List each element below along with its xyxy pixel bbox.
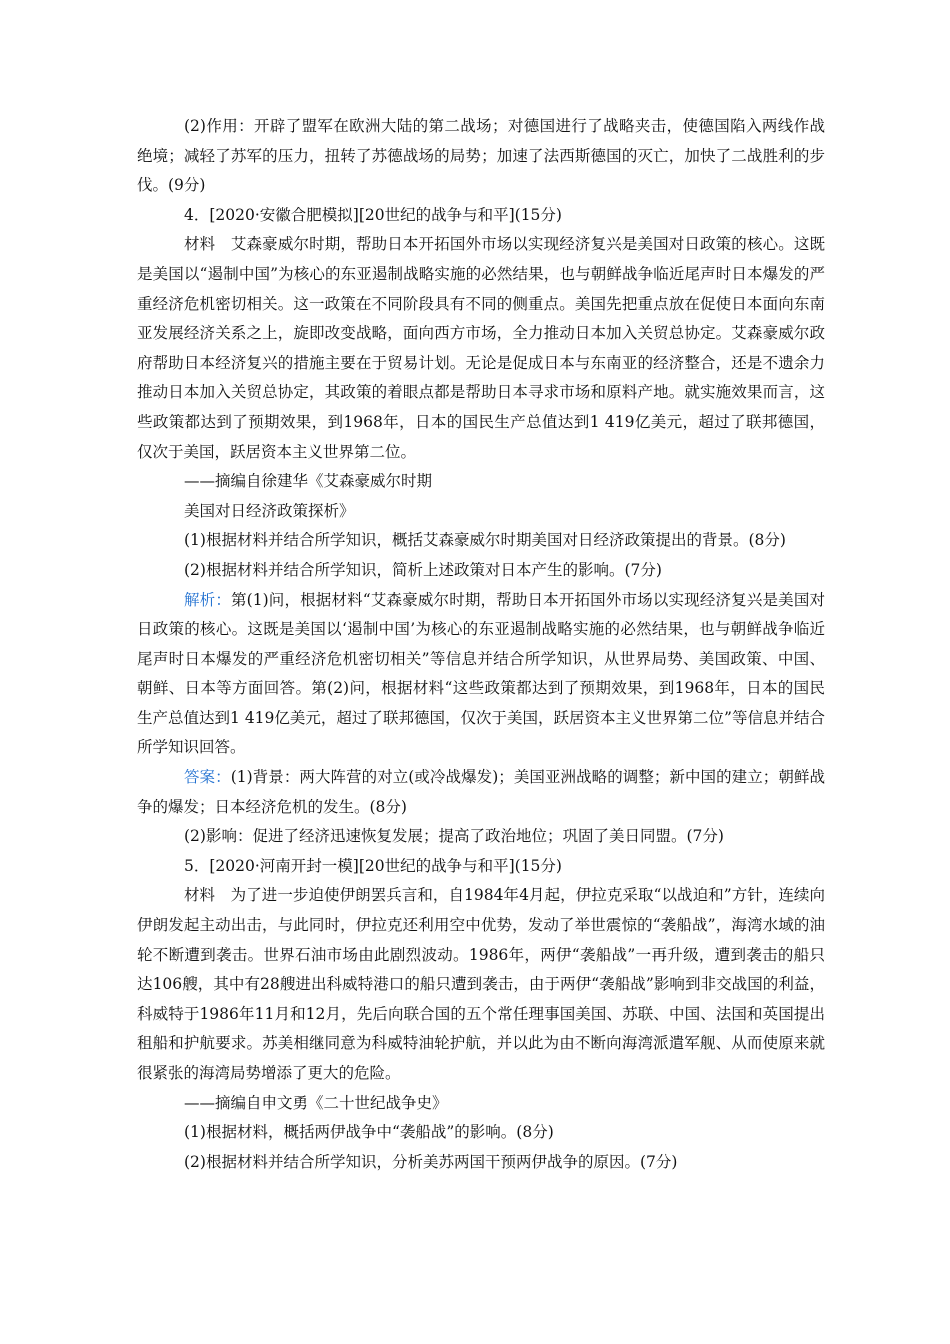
q4-answer2: (2)影响：促进了经济迅速恢复发展；提高了政治地位；巩固了美日同盟。(7分) bbox=[184, 827, 724, 846]
q5-question1: (1)根据材料，概括两伊战争中“袭船战”的影响。(8分) bbox=[184, 1123, 554, 1142]
q3-part2-answer: (2)作用：开辟了盟军在欧洲大陆的第二战场；对德国进行了战略夹击，使德国陷入两线作战绝境；减轻了苏军的压力，扭转了苏德战场的局势；加速了法西斯德国的灭亡，加快了二战胜利的步伐。(9分) bbox=[137, 117, 825, 195]
q4-question2: (2)根据材料并结合所学知识，简析上述政策对日本产生的影响。(7分) bbox=[184, 560, 662, 579]
answer-text: (1)背景：两大阵营的对立(或冷战爆发)；美国亚洲战略的调整；新中国的建立；朝鲜战争的爆发；日本经济危机的发生。(8分) bbox=[137, 768, 825, 816]
document-body bbox=[137, 112, 825, 1177]
q4-source-line1: ——摘编自徐建华《艾森豪威尔时期 bbox=[184, 472, 433, 491]
q4-analysis bbox=[137, 586, 825, 764]
q4-material: 材料 艾森豪威尔时期，帮助日本开拓国外市场以实现经济复兴是美国对日政策的核心。这既是美国以“遏制中国”为核心的东亚遏制战略实施的必然结果，也与朝鲜战争临近尾声时日本爆发的严重经济危机密切相关。这一政策在不同阶段具有不同的侧重点。美国先把重点放在促使日本面向东南亚发展经济关系之上，旋即改变战略，面向西方市场，全力推动日本加入关贸总协定。艾森豪威尔政府帮助日本经济复兴的措施主要在于贸易计划。无论是促成日本与东南亚的经济整合，还是不遗余力推动日本加入关贸总协定，其政策的着眼点都是帮助日本寻求市场和原料产地。就实施效果而言，这些政策都达到了预期效果，到1968年，日本的国民生产总值达到1 419亿美元，超过了联邦德国，仅次于美国，跃居资本主义世界第二位。 bbox=[137, 235, 825, 461]
q5-material: 材料 为了进一步迫使伊朗罢兵言和，自1984年4月起，伊拉克采取“以战迫和”方针，连续向伊朗发起主动出击，与此同时，伊拉克还利用空中优势，发动了举世震惊的“袭船战”，海湾水域的油轮不断遭到袭击。世界石油市场由此剧烈波动。1986年，两伊“袭船战”一再升级，遭到袭击的船只达106艘，其中有28艘进出科威特港口的船只遭到袭击，由于两伊“袭船战”影响到非交战国的利益，科威特于1986年11月和12月，先后向联合国的五个常任理事国美国、苏联、中国、法国和英国提出租船和护航要求。苏美相继同意为科威特油轮护航，并以此为由不断向海湾派遣军舰、从而使原来就很紧张的海湾局势增添了更大的危险。 bbox=[137, 886, 825, 1082]
analysis-text: 第(1)问，根据材料“艾森豪威尔时期，帮助日本开拓国外市场以实现经济复兴是美国对日政策的核心。这既是美国以‘遏制中国’为核心的东亚遏制战略实施的必然结果，也与朝鲜战争临近尾声时日本爆发的严重经济危机密切相关”等信息并结合所学知识，从世界局势、美国政策、中国、朝鲜、日本等方面回答。第(2)问，根据材料“这些政策都达到了预期效果，到1968年，日本的国民生产总值达到1 419亿美元，超过了联邦德国，仅次于美国，跃居资本主义世界第二位”等信息并结合所学知识回答。 bbox=[137, 590, 825, 757]
q4-source-line2: 美国对日经济政策探析》 bbox=[184, 501, 355, 520]
q5-header: 5．[2020·河南开封一模][20世纪的战争与和平](15分) bbox=[184, 856, 562, 875]
q4-answer bbox=[137, 763, 825, 822]
analysis-label: 解析： bbox=[184, 590, 231, 609]
q4-header: 4．[2020·安徽合肥模拟][20世纪的战争与和平](15分) bbox=[184, 205, 562, 224]
q5-question2: (2)根据材料并结合所学知识，分析美苏两国干预两伊战争的原因。(7分) bbox=[184, 1152, 678, 1171]
q4-question1: (1)根据材料并结合所学知识，概括艾森豪威尔时期美国对日经济政策提出的背景。(8分) bbox=[184, 531, 786, 550]
q5-source: ——摘编自申文勇《二十世纪战争史》 bbox=[184, 1093, 448, 1112]
answer-label: 答案： bbox=[184, 768, 231, 787]
